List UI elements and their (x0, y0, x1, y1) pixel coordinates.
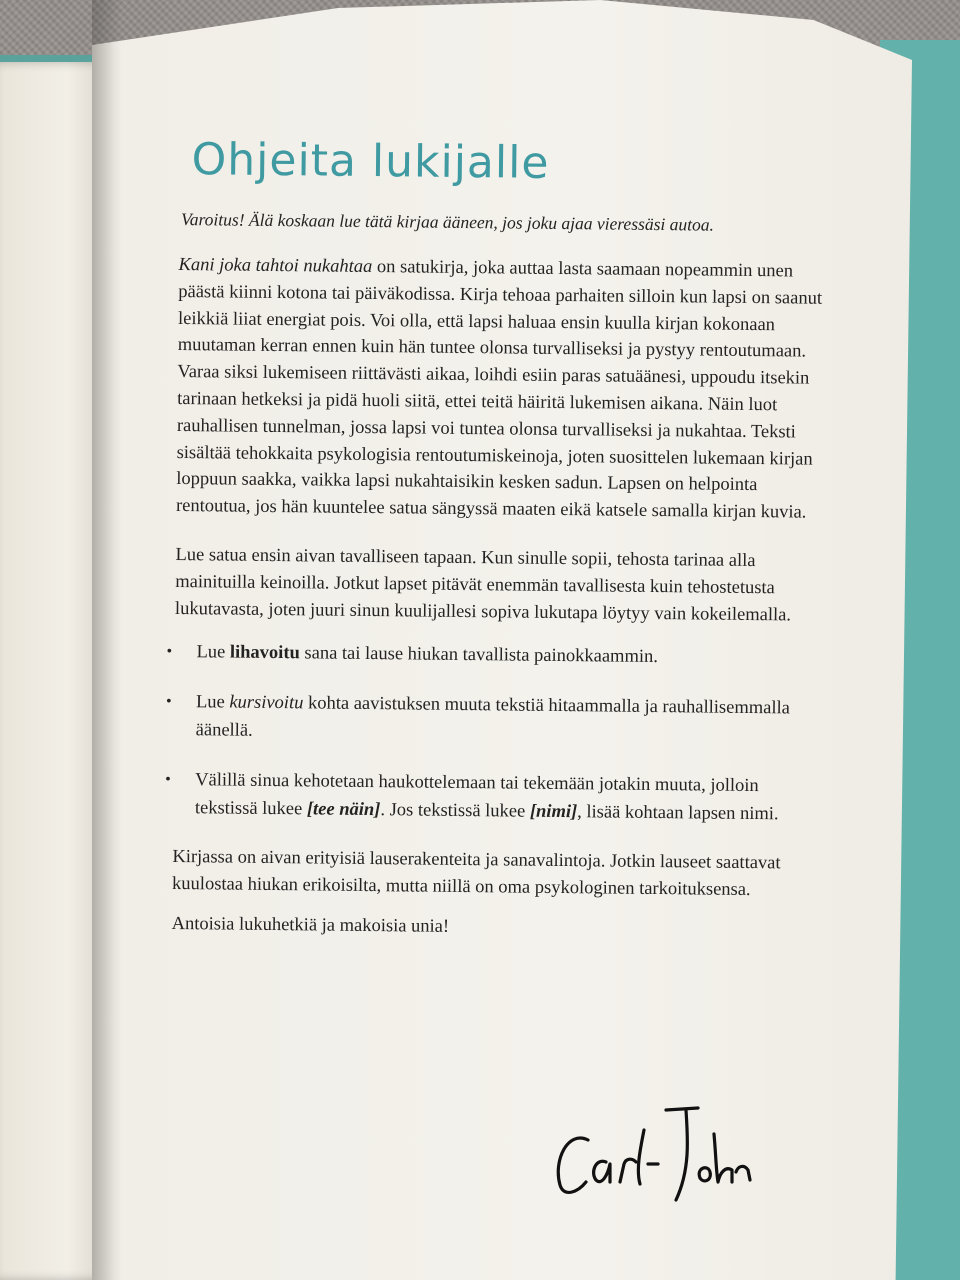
instruction-example: [tee näin] (306, 799, 381, 821)
signature-image (548, 1100, 758, 1210)
reading-tips-list (165, 638, 825, 829)
name-example: [nimi] (529, 802, 578, 823)
list-item-instructions: • Välillä sinua kehotetaan haukottelemaan tai tekemään jotakin muuta, jolloin tekstissä lukee [tee näin]. Jos tekstissä lukee [nimi], lisää kohtaan lapsen nimi. (173, 766, 824, 829)
italic-example: kursivoitu (229, 692, 304, 714)
closing-greeting: Antoisia lukuhetkiä ja makoisia unia! (171, 913, 450, 937)
bullet-icon: • (165, 771, 171, 789)
page-title: Ohjeita lukijalle (191, 134, 550, 189)
book-title: Kani joka tahtoi nukahtaa (178, 254, 373, 278)
intro-text: on satukirja, joka auttaa lasta saamaan nopeammin unen päästä kiinni kotona tai päiväkodissa. Kirja tehoaa parhaiten silloin kun lapsi on saanut leikkiä liiat energiat pois. Voi olla, että lapsi haluaa ensin kuulla kirjan kokonaan muutaman kerran ennen kuin hän tuntee olonsa turvalliseksi ja pystyy rentoutumaan. Varaa siksi lukemiseen riittävästi aikaa, loihdi esiin paras satuäänesi, uppoudu itsekin tarinaan hetkeksi ja pidä huoli siitä, ettei teitä häiritä lukemisen aikana. Näin luot rauhallisen tunnelman, jossa lapsi voi tuntea olonsa turvalliseksi ja nukahtaa. Teksti sisältää tehokkaita psykologisia rentoutumiskeinoja, joten suosittelen lukemaan kirjan loppuun saakka, vaikka lapsi nukahtaisikin kesken sadun. Lapsen on helpointa rentoutua, jos hän kuuntelee satua sängyssä maaten eikä katsele samalla kirjan kuvia. (175, 257, 823, 523)
bold-example: lihavoitu (229, 642, 300, 664)
paragraph-language: Kirjassa on aivan erityisiä lauserakenteita ja sanavalintoja. Jotkin lauseet saattavat kuulostaa hiukan erikoisilta, mutta niillä on oma psykologinen tarkoituksensa. (171, 847, 781, 901)
intro-paragraph (176, 252, 829, 527)
bullet-icon: • (166, 643, 173, 661)
warning-text: Varoitus! Älä koskaan lue tätä kirjaa ääneen, jos joku ajaa vieressäsi autoa. (180, 209, 715, 235)
list-item-italic: • Lue kursivoitu kohta aavistuksen muuta tekstiä hitaammalla ja rauhallisemmalla äänellä. (174, 688, 825, 751)
page-gutter-shadow (92, 0, 122, 1280)
list-item-bold: • Lue lihavoitu sana tai lause hiukan tavallista painokkaammin. (174, 638, 824, 673)
bullet-icon: • (165, 693, 172, 711)
paragraph-reading-style: Lue satua ensin aivan tavalliseen tapaan. Kun sinulle sopii, tehosta tarinaa alla mainituilla keinoilla. Jotkut lapset pitävät enemmän tavallisesta kuin tehostetusta lukutavasta, joten juuri sinun kuulijallesi sopiva lukutapa löytyy vain kokeilemalla. (174, 544, 792, 625)
page-content (165, 130, 830, 942)
